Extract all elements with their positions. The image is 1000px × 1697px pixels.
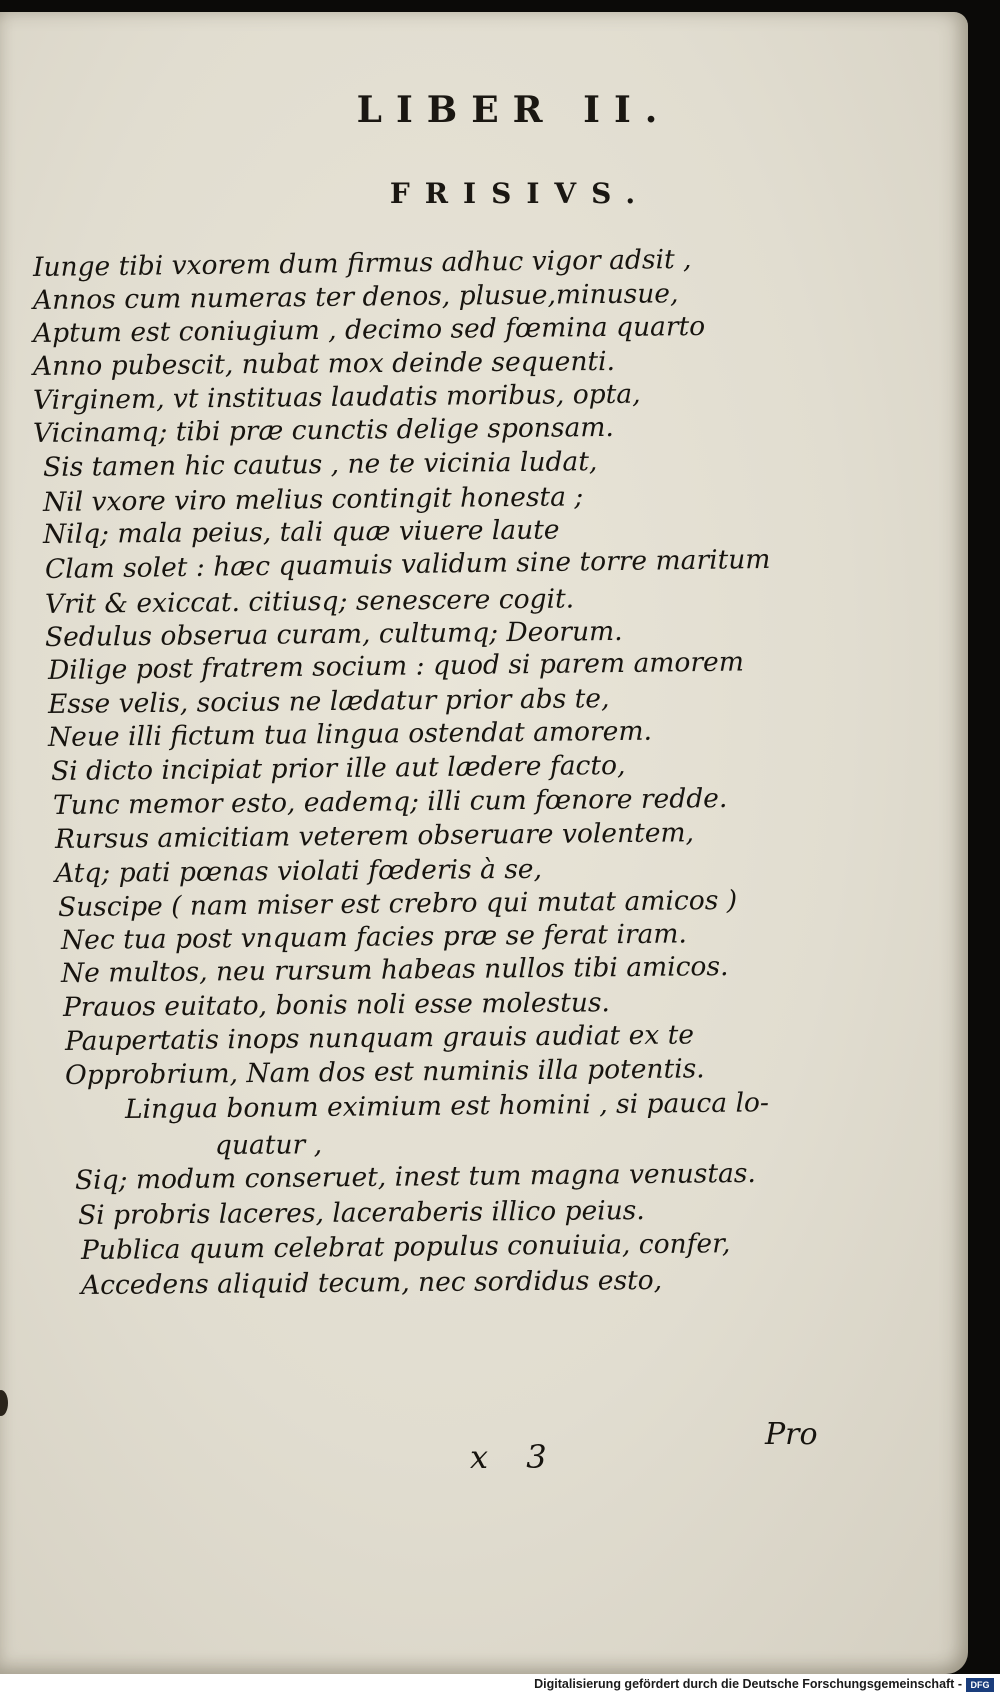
verse-line: Opprobrium, Nam dos est numinis illa potentis. bbox=[64, 1053, 705, 1091]
verse-line: Nil vxore viro melius contingit honesta ; bbox=[42, 481, 584, 518]
verse-line: quatur , bbox=[214, 1129, 323, 1161]
verse-line: Virginem, vt instituas laudatis moribus, opta, bbox=[32, 378, 641, 416]
verse-line: Lingua bonum eximium est homini , si pauca lo- bbox=[124, 1087, 770, 1125]
verse-line: Publica quum celebrat populus conuiuia, confer, bbox=[80, 1228, 731, 1266]
catchword: Pro bbox=[765, 1417, 818, 1452]
signature-mark: x 3 bbox=[470, 1438, 561, 1476]
verse-line: Neue illi fictum tua lingua ostendat amorem. bbox=[47, 715, 653, 753]
verse-line: Suscipe ( nam miser est crebro qui mutat amicos ) bbox=[57, 884, 738, 923]
verse-line: Nec tua post vnquam facies præ se ferat iram. bbox=[60, 918, 688, 956]
verse-line: Vicinamq; tibi præ cunctis delige sponsam. bbox=[32, 411, 615, 449]
verse-line: Sedulus obserua curam, cultumq; Deorum. bbox=[44, 615, 623, 653]
verse-line: Esse velis, socius ne lædatur prior abs te, bbox=[47, 683, 610, 720]
verse-line: Atq; pati pœnas violati fœderis à se, bbox=[54, 853, 543, 889]
verse-line: Ne multos, neu rursum habeas nullos tibi amicos. bbox=[60, 951, 729, 989]
verse-line: Siq; modum conseruet, inest tum magna venustas. bbox=[74, 1157, 756, 1196]
verse-line: Tunc memor esto, eademq; illi cum fœnore redde. bbox=[52, 782, 728, 821]
verse-line: Sis tamen hic cautus , ne te vicinia ludat, bbox=[42, 446, 598, 483]
verse-line: Nilq; mala peius, tali quæ viuere laute bbox=[42, 514, 560, 550]
section-title: FRISIVS. bbox=[389, 177, 651, 210]
digitization-footer bbox=[0, 1674, 1000, 1697]
verse-line: Clam solet : hæc quamuis validum sine torre maritum bbox=[44, 543, 771, 585]
verse-line: Vrit & exiccat. citiusq; senescere cogit. bbox=[44, 583, 575, 620]
verse-line: Paupertatis inops nunquam grauis audiat ex te bbox=[64, 1019, 695, 1057]
verse-line: Anno pubescit, nubat mox deinde sequenti. bbox=[32, 345, 616, 382]
verse-line: Dilige post fratrem socium : quod si parem amorem bbox=[47, 646, 745, 686]
verse-line: Iunge tibi vxorem dum firmus adhuc vigor adsit , bbox=[32, 243, 692, 283]
verse-line: Accedens aliquid tecum, nec sordidus esto, bbox=[80, 1264, 663, 1301]
verse-line: Prauos euitato, bonis noli esse molestus. bbox=[62, 987, 611, 1023]
dfg-logo: DFG bbox=[966, 1678, 994, 1692]
book-page bbox=[0, 12, 968, 1674]
verse-line: Si probris laceres, laceraberis illico peius. bbox=[77, 1195, 645, 1231]
verse-line: Aptum est coniugium , decimo sed fœmina quarto bbox=[32, 310, 706, 349]
verse-line: Annos cum numeras ter denos, plusue,minusue, bbox=[32, 278, 679, 316]
running-head: LIBER II. bbox=[356, 89, 672, 131]
digitization-notice: Digitalisierung gefördert durch die Deutsche Forschungsgemeinschaft - bbox=[534, 1677, 962, 1691]
verse-line: Si dicto incipiat prior ille aut lædere facto, bbox=[50, 749, 626, 787]
verse-line: Rursus amicitiam veterem obseruare volentem, bbox=[54, 817, 695, 855]
